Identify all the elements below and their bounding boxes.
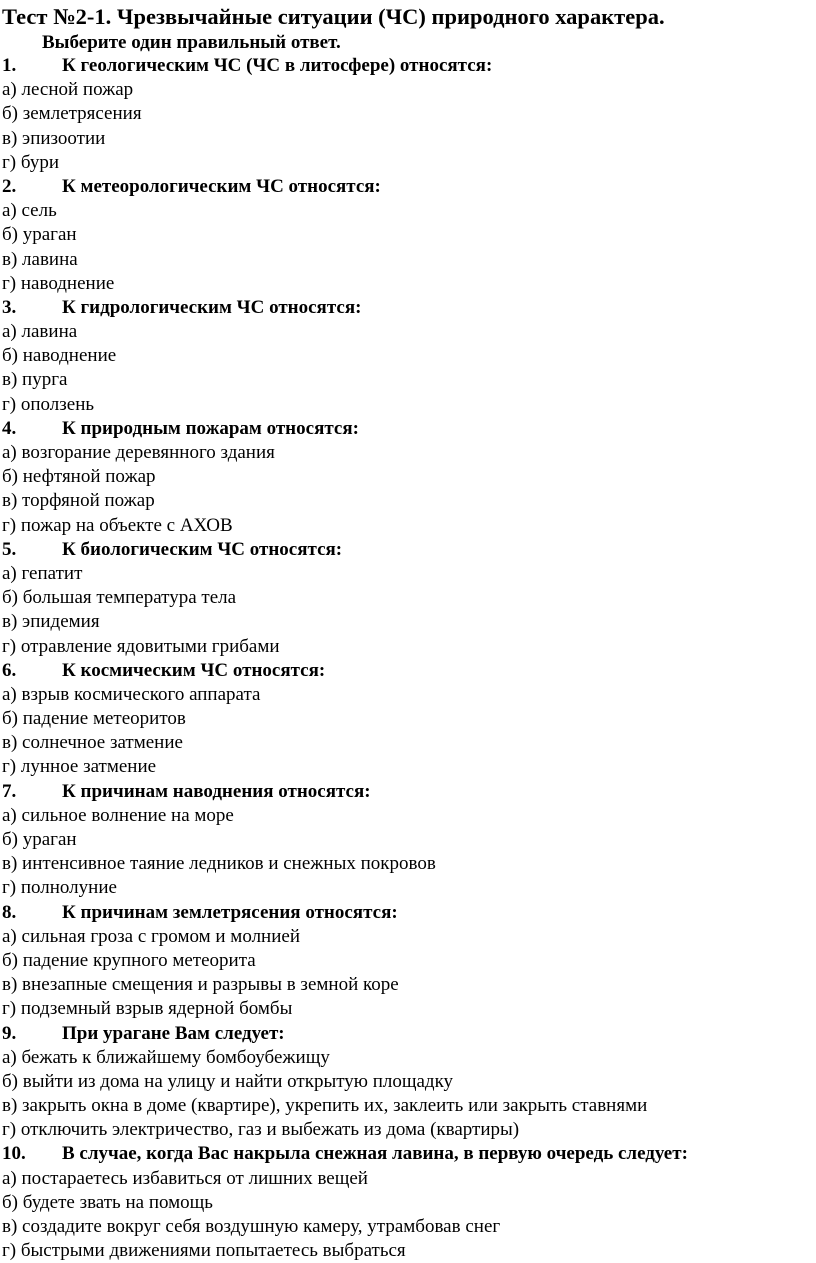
answer-option: г) бури <box>2 151 59 173</box>
answer-option: б) большая температура тела <box>2 587 237 609</box>
answer-option: в) внезапные смещения и разрывы в земной коре <box>2 974 399 996</box>
question-number: 1. <box>2 55 17 76</box>
answer-option: а) сель <box>2 200 57 222</box>
question-text: К гидрологическим ЧС относятся: <box>62 296 362 318</box>
document-title: Тест №2-1. Чрезвычайные ситуации (ЧС) природного характера. <box>2 4 665 29</box>
question-header <box>0 1142 816 1166</box>
question-text: В случае, когда Вас накрыла снежная лавина, в первую очередь следует: <box>62 1143 688 1165</box>
answer-option: а) возгорание деревянного здания <box>2 442 275 463</box>
question-10 <box>0 1142 816 1263</box>
question-number: 6. <box>2 659 17 681</box>
question-text: К геологическим ЧС (ЧС в литосфере) относятся: <box>62 55 493 76</box>
answer-option: в) эпидемия <box>2 611 100 633</box>
instruction-text: Выберите один правильный ответ. <box>42 32 341 53</box>
answer-option: в) пурга <box>2 369 68 391</box>
answer-option: а) сильное волнение на море <box>2 804 234 826</box>
answer-option: г) отравление ядовитыми грибами <box>2 635 280 657</box>
question-6 <box>0 659 816 780</box>
answer-option: г) быстрыми движениями попытаетесь выбраться <box>2 1240 406 1262</box>
question-9 <box>0 1022 816 1143</box>
answer-option: а) лесной пожар <box>2 79 134 101</box>
question-5 <box>0 538 816 659</box>
answer-option: а) лавина <box>2 321 78 343</box>
answer-option: г) пожар на объекте с АХОВ <box>2 514 233 536</box>
question-7 <box>0 780 816 901</box>
question-2 <box>0 175 816 296</box>
question-number: 5. <box>2 538 17 560</box>
question-text: К метеорологическим ЧС относятся: <box>62 175 381 197</box>
answer-option: в) солнечное затмение <box>2 732 183 754</box>
answer-option: б) землетрясения <box>2 103 142 125</box>
answer-option: а) сильная гроза с громом и молнией <box>2 925 300 947</box>
question-text: К биологическим ЧС относятся: <box>62 538 343 560</box>
answer-option: в) торфяной пожар <box>2 490 155 512</box>
answer-option: г) наводнение <box>2 272 115 294</box>
question-number: 7. <box>2 780 17 802</box>
answer-option: в) создадите вокруг себя воздушную камеру, утрамбовав снег <box>2 1216 501 1237</box>
question-1 <box>0 54 816 175</box>
answer-option: г) отключить электричество, газ и выбежать из дома (квартиры) <box>2 1119 520 1141</box>
answer-option: а) гепатит <box>2 562 83 584</box>
question-header <box>0 417 816 441</box>
question-text: К космическим ЧС относятся: <box>62 659 326 681</box>
question-number: 9. <box>2 1022 17 1044</box>
answer-option: б) наводнение <box>2 345 117 367</box>
answer-option: г) лунное затмение <box>2 756 157 778</box>
answer-option: г) полнолуние <box>2 877 117 899</box>
question-text: К причинам наводнения относятся: <box>62 780 371 802</box>
questions-list <box>0 54 816 1263</box>
answer-option: б) падение крупного метеорита <box>2 949 256 971</box>
question-number: 10. <box>2 1143 26 1165</box>
answer-option: в) интенсивное таяние ледников и снежных покровов <box>2 853 436 875</box>
question-3 <box>0 296 816 417</box>
answer-option: в) лавина <box>2 248 78 270</box>
question-header <box>0 901 816 925</box>
question-number: 4. <box>2 417 17 439</box>
question-header <box>0 54 816 78</box>
answer-option: а) бежать к ближайшему бомбоубежищу <box>2 1046 330 1068</box>
answer-option: б) будете звать на помощь <box>2 1191 213 1213</box>
answer-option: г) оползень <box>2 393 95 415</box>
answer-option: в) закрыть окна в доме (квартире), укрепить их, заклеить или закрыть ставнями <box>2 1095 648 1117</box>
question-header <box>0 175 816 199</box>
question-text: К причинам землетрясения относятся: <box>62 901 398 923</box>
question-header <box>0 538 816 562</box>
question-number: 8. <box>2 901 17 923</box>
answer-option: а) взрыв космического аппарата <box>2 683 261 705</box>
answer-option: а) постараетесь избавиться от лишних вещей <box>2 1167 368 1189</box>
question-text: К природным пожарам относятся: <box>62 417 359 439</box>
question-8 <box>0 901 816 1022</box>
question-number: 3. <box>2 296 17 318</box>
question-header <box>0 659 816 683</box>
question-number: 2. <box>2 175 17 197</box>
question-text: При урагане Вам следует: <box>62 1022 285 1044</box>
answer-option: б) нефтяной пожар <box>2 466 156 488</box>
question-header <box>0 780 816 804</box>
question-header <box>0 296 816 320</box>
answer-option: в) эпизоотии <box>2 127 106 149</box>
question-header <box>0 1022 816 1046</box>
answer-option: г) подземный взрыв ядерной бомбы <box>2 998 293 1020</box>
answer-option: б) падение метеоритов <box>2 708 186 730</box>
answer-option: б) выйти из дома на улицу и найти открытую площадку <box>2 1070 454 1092</box>
answer-option: б) ураган <box>2 224 77 246</box>
answer-option: б) ураган <box>2 829 77 850</box>
question-4 <box>0 417 816 538</box>
